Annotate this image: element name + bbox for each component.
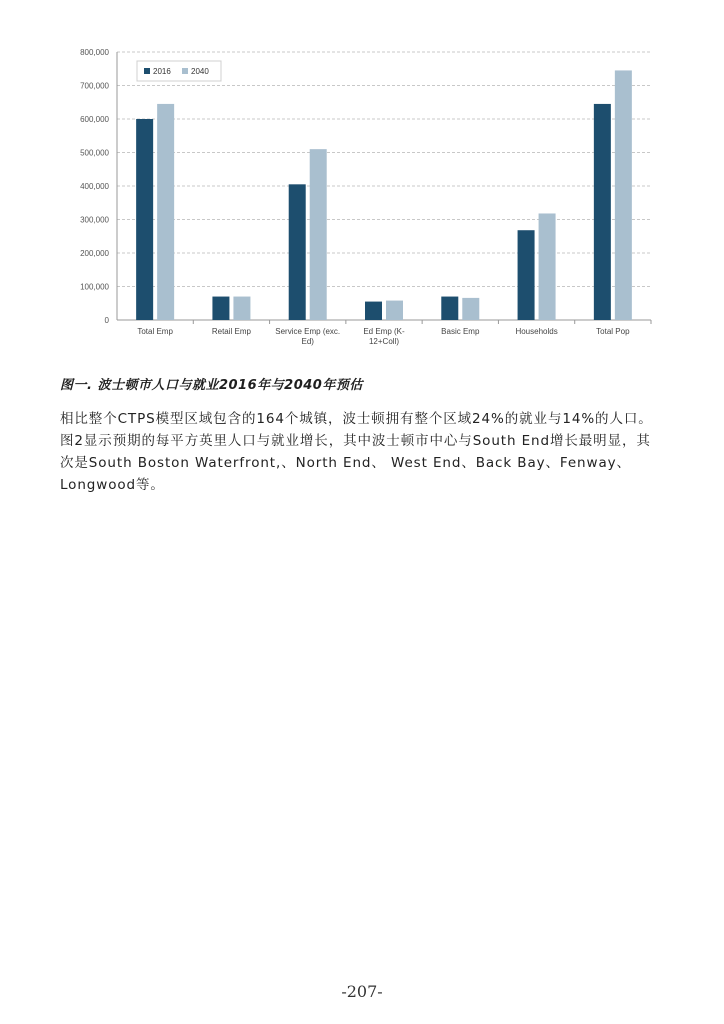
chart-svg bbox=[55, 42, 665, 360]
legend-label: 2016 bbox=[153, 67, 171, 76]
y-tick-label: 300,000 bbox=[80, 215, 109, 225]
x-tick-label: Households bbox=[515, 327, 558, 336]
bar-2016 bbox=[518, 230, 535, 320]
body-paragraph: 相比整个CTPS模型区域包含的164个城镇，波士顿拥有整个区域24%的就业与14%的人口。图2显示预期的每平方英里人口与就业增长，其中波士顿市中心与South End增长最明显，其次是South Boston Waterfront,、North End、 West End、Back Bay、Fenway、Longwood等。 bbox=[60, 411, 653, 493]
bar-2040 bbox=[539, 213, 556, 320]
bar-2016 bbox=[136, 119, 153, 320]
y-tick-label: 0 bbox=[104, 316, 109, 325]
page-number: -207- bbox=[341, 982, 383, 1001]
y-tick-label: 400,000 bbox=[80, 182, 109, 191]
bar-2040 bbox=[233, 297, 250, 320]
bar-2040 bbox=[615, 70, 632, 320]
x-tick-label: Service Emp (exc. bbox=[275, 327, 341, 336]
y-tick-label: 700,000 bbox=[80, 81, 109, 91]
bar-2016 bbox=[289, 184, 306, 320]
bar-2016 bbox=[212, 297, 229, 320]
legend-label: 2040 bbox=[191, 67, 209, 76]
bar-2040 bbox=[310, 149, 327, 320]
bar-chart bbox=[55, 42, 665, 360]
x-tick-label: Total Pop bbox=[596, 327, 630, 336]
legend-swatch bbox=[182, 68, 188, 74]
bar-2040 bbox=[157, 104, 174, 320]
figure-caption: 图一. 波士顿市人口与就业2016年与2040年预估 bbox=[60, 378, 363, 393]
x-tick-label: Retail Emp bbox=[211, 327, 251, 336]
bar-2016 bbox=[365, 302, 382, 320]
bar-2040 bbox=[462, 298, 479, 320]
y-tick-label: 200,000 bbox=[80, 249, 109, 258]
y-tick-label: 600,000 bbox=[80, 115, 109, 124]
x-tick-label: Ed Emp (K- bbox=[363, 327, 405, 336]
y-tick-label: 500,000 bbox=[80, 148, 109, 158]
bar-2016 bbox=[441, 297, 458, 320]
x-tick-label: Total Emp bbox=[137, 327, 173, 336]
x-tick-label: 12+Coll) bbox=[368, 337, 400, 346]
bar-2016 bbox=[594, 104, 611, 320]
legend-swatch bbox=[144, 68, 150, 74]
bar-2040 bbox=[386, 301, 403, 320]
y-tick-label: 100,000 bbox=[80, 282, 109, 292]
x-tick-label: Basic Emp bbox=[441, 327, 480, 336]
y-tick-label: 800,000 bbox=[80, 48, 109, 57]
x-tick-label: Ed) bbox=[301, 337, 314, 346]
